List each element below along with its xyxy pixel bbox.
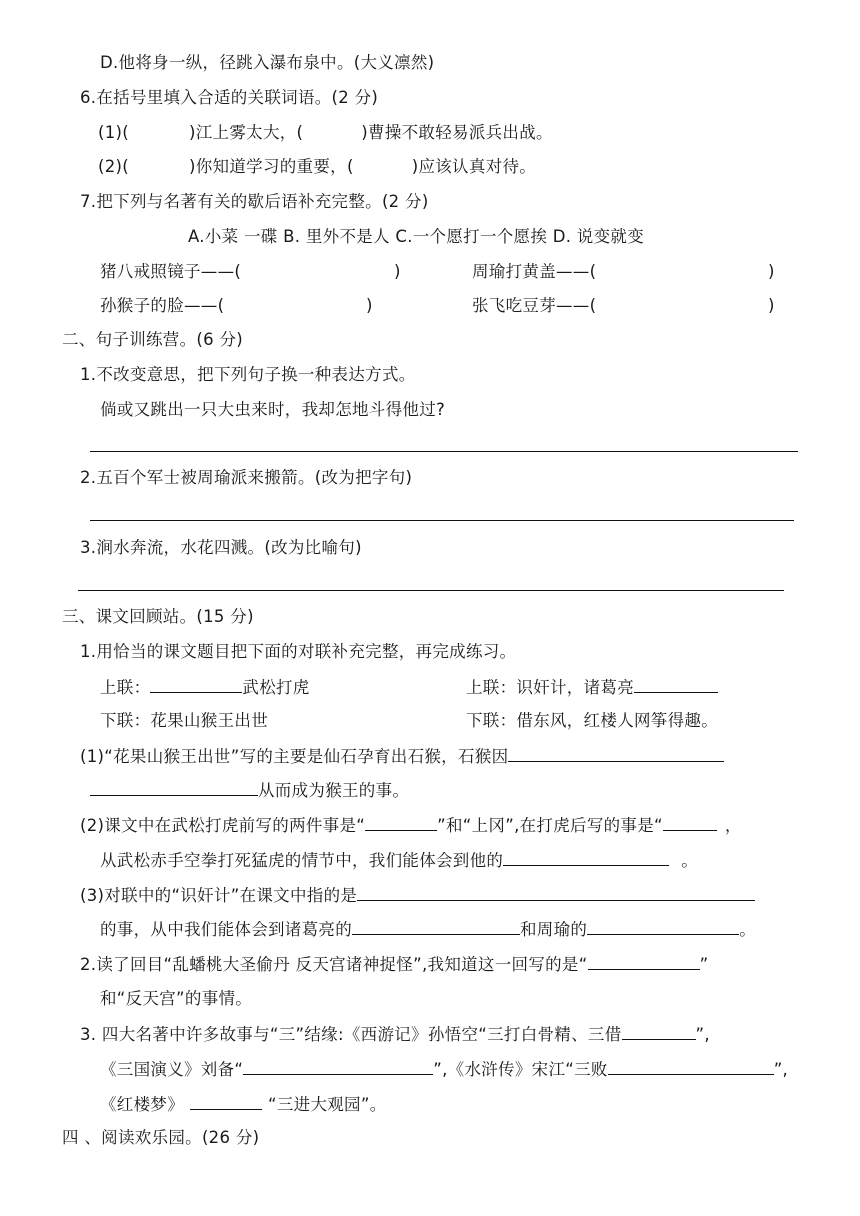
s3-q3-c: 《三国演义》刘备“ (100, 1060, 244, 1079)
q6-line-2 (98, 156, 536, 178)
couplet-down-left: 下联：花果山猴王出世 (100, 711, 268, 730)
s3-q3-line-3 (100, 1093, 387, 1116)
s3-q3-line-2 (100, 1058, 788, 1081)
q7-item-3: 孙猴子的脸——( (100, 296, 225, 315)
s3-p3-d: 。 (739, 920, 757, 939)
q5-option-d: D.他将身一纵，径跳入瀑布泉中。(大义凛然) (100, 53, 435, 72)
s3-p3-blank-3[interactable] (587, 918, 739, 935)
couplet-down-right: 下联：借东风，红楼人网筝得趣。 (466, 711, 718, 730)
s3-p2-blank-3[interactable] (503, 849, 669, 866)
up-right-text: 上联：识奸计，诸葛亮 (466, 678, 634, 697)
s3-p2-line-2 (100, 849, 698, 872)
s3-p2-a: (2)课文中在武松打虎前写的两件事是“ (80, 816, 366, 835)
s3-q3-blank-2[interactable] (243, 1058, 433, 1075)
s3-q2-line-2: 和“反天宫”的事情。 (100, 989, 253, 1008)
s3-q2-line-1 (80, 953, 708, 976)
s2-q2-answer-line[interactable] (90, 520, 794, 521)
q7-options: A.小菜 一碟 B. 里外不是人 C.一个愿打一个愿挨 D. 说变就变 (188, 227, 644, 246)
s3-q2-blank[interactable] (588, 953, 700, 970)
s3-p2-b: ”和“上冈”,在打虎后写的事是“ (437, 816, 663, 835)
s3-q3-blank-3[interactable] (608, 1058, 774, 1075)
s3-p3-blank-2[interactable] (352, 918, 520, 935)
s3-q1: 1.用恰当的课文题目把下面的对联补充完整，再完成练习。 (80, 642, 517, 661)
s3-p2-c: ， (724, 816, 742, 835)
q6-1-part-c: )曹操不敢轻易派兵出战。 (361, 123, 553, 142)
section-3-heading: 三、课文回顾站。(15 分) (62, 607, 254, 626)
s3-p3-line-1 (80, 884, 755, 907)
couplet-up-right (466, 676, 718, 699)
couplet-up-left-blank[interactable] (150, 676, 242, 693)
s3-p2-e: 。 (681, 851, 699, 870)
s3-p1-blank-1[interactable] (508, 745, 724, 762)
q6-title: 6.在括号里填入合适的关联词语。(2 分) (80, 88, 379, 107)
up-label: 上联： (100, 678, 151, 697)
s3-p1-line-1 (80, 745, 724, 768)
q7-item-2: 周瑜打黄盖——( (472, 262, 597, 281)
s3-q2-a: 2.读了回目“乱蟠桃大圣偷丹 反天宫诸神捉怪”,我知道这一回写的是“ (80, 955, 588, 974)
q7-item-3-close: ) (366, 296, 373, 315)
s3-p2-line-1 (80, 814, 742, 837)
s3-p1-blank-2[interactable] (90, 779, 258, 796)
section-4-heading: 四 、阅读欢乐园。(26 分) (62, 1128, 260, 1147)
s3-q3-f: 《红楼梦》 (100, 1095, 184, 1114)
s2-q1-answer-line[interactable] (90, 451, 798, 452)
s3-p3-blank-1[interactable] (357, 884, 755, 901)
s3-p3-c: 和周瑜的 (520, 920, 588, 939)
s3-q3-e: ”, (773, 1060, 789, 1079)
section-2-heading: 二、句子训练营。(6 分) (62, 330, 244, 349)
s3-p1-b: 从而成为猴王的事。 (258, 781, 410, 800)
s2-q3-answer-line[interactable] (78, 590, 784, 591)
s3-q2-b: ” (699, 955, 709, 974)
s2-q1-sentence: 倘或又跳出一只大虫来时，我却怎地斗得他过? (100, 400, 446, 419)
s3-q3-b: ”, (695, 1025, 710, 1044)
q7-item-4-close: ) (768, 296, 775, 315)
s3-p2-d: 从武松赤手空拳打死猛虎的情节中，我们能体会到他的 (100, 851, 504, 870)
q7-title: 7.把下列与名著有关的歇后语补充完整。(2 分) (80, 192, 429, 211)
q6-2-part-c: )应该认真对待。 (411, 157, 537, 176)
couplet-up-right-blank[interactable] (634, 676, 718, 693)
q7-item-4: 张飞吃豆芽——( (472, 296, 597, 315)
s3-q3-blank-4[interactable] (190, 1093, 262, 1110)
up-left-text: 武松打虎 (242, 678, 310, 697)
s3-p1-line-2 (90, 779, 409, 802)
s3-p3-b: 的事，从中我们能体会到诸葛亮的 (100, 920, 352, 939)
s3-p3-a: (3)对联中的“识奸计”在课文中指的是 (80, 886, 358, 905)
s2-q2: 2.五百个军士被周瑜派来搬箭。(改为把字句) (80, 468, 413, 487)
q7-item-1-close: ) (394, 262, 401, 281)
q6-2-part-a: (2)( (98, 157, 130, 176)
s3-p2-blank-1[interactable] (365, 814, 437, 831)
q6-1-part-a: (1)( (98, 123, 130, 142)
s3-q3-blank-1[interactable] (622, 1023, 696, 1040)
s3-p3-line-2 (100, 918, 756, 941)
couplet-up-left (100, 676, 310, 699)
s3-q3-d: ”,《水浒传》宋江“三败 (433, 1060, 608, 1079)
s3-p2-blank-2[interactable] (663, 814, 717, 831)
q6-line-1 (98, 122, 553, 144)
q6-2-part-b: )你知道学习的重要，( (189, 157, 354, 176)
s3-p1-a: (1)“花果山猴王出世”写的主要是仙石孕育出石猴，石猴因 (80, 747, 509, 766)
s3-q3-line-1 (80, 1023, 710, 1046)
s3-q3-g: “三进大观园”。 (268, 1095, 387, 1114)
s2-q3: 3.涧水奔流，水花四溅。(改为比喻句) (80, 538, 362, 557)
q6-1-part-b: )江上雾太大，( (189, 123, 304, 142)
s2-q1: 1.不改变意思，把下列句子换一种表达方式。 (80, 365, 416, 384)
q7-item-1: 猪八戒照镜子——( (100, 262, 242, 281)
q7-item-2-close: ) (768, 262, 775, 281)
s3-q3-a: 3. 四大名著中许多故事与“三”结缘:《西游记》孙悟空“三打白骨精、三借 (80, 1025, 622, 1044)
